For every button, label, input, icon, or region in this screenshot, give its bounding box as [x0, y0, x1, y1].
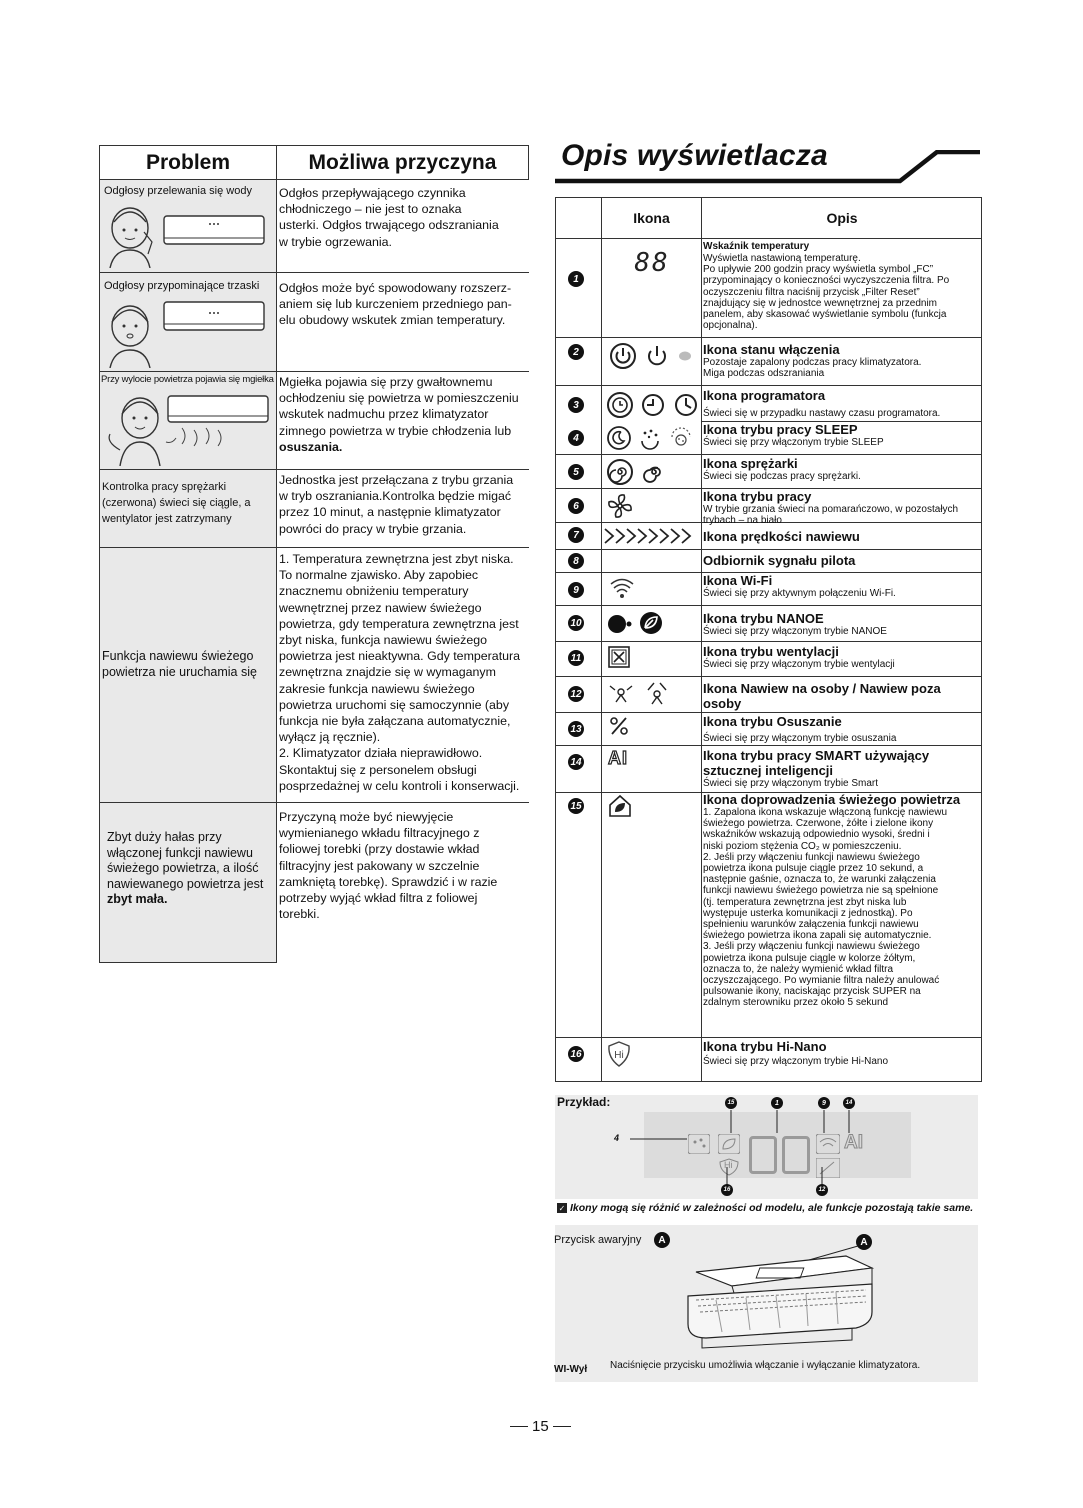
header-icon: Ikona: [633, 210, 670, 226]
description-line: oznacza to, że należy wymienić wkład filtra: [703, 963, 894, 975]
text-line: Odgłos może być spowodowany rozszerz-: [279, 281, 512, 295]
description-line: 1. Zapalona ikona wskazuje włączoną funkcję nawiewu: [703, 807, 948, 818]
text-line: Kontrolka pracy sprężarki: [102, 481, 227, 493]
description-line: Świeci się przy włączonym trybie Smart: [703, 778, 879, 789]
description-heading: Ikona programatora: [703, 388, 826, 403]
text-line: zimnego powietrza w trybie chłodzenia lub: [279, 423, 512, 438]
text-line: aniem się lub kurczeniem przedniego pan-: [279, 297, 512, 312]
description-line: 2. Jeśli przy włączeniu funkcji nawiewu świeżego: [703, 851, 920, 863]
airflow-person-icons: [608, 680, 704, 706]
text-line: Jednostka jest przełączana z trybu grzania: [279, 473, 514, 487]
description-cell: [703, 714, 981, 744]
text-line: funkcja nie była załączana automatycznie,: [279, 714, 511, 729]
fan-mode-icon: [606, 492, 634, 520]
text-line: powietrza jest nieaktywna. Gdy temperatura: [279, 649, 521, 664]
power-icon: [644, 343, 670, 369]
problem-label: [100, 830, 283, 908]
text-line: powietrza, gdy temperatura zewnętrzna jest: [279, 616, 519, 631]
description-line: Po upływie 200 godzin pracy wyświetla symbol „FC”: [703, 264, 934, 276]
problem-label: Odgłosy przelewania się wody: [104, 185, 252, 197]
description-line: funkcji nawiewu świeżego powietrza nie są spełnione: [703, 885, 939, 897]
row-number-badge: 13: [568, 721, 584, 737]
marker-12: 12: [816, 1184, 828, 1196]
wifi-icon-wrap: [608, 575, 704, 601]
text-line: zewnętrzna znajdzie się w wymaganym: [279, 665, 496, 680]
text-line: 2. Klimatyzator działa nieprawidłowo.: [279, 746, 483, 761]
ai-icon-example: AI: [844, 1132, 863, 1153]
text-line: Odgłos przepływającego czynnika: [279, 186, 466, 200]
description-line: powietrza ikona pulsuje ciągle w kolorze żółtym,: [703, 952, 916, 964]
marker-1: 1: [771, 1097, 783, 1109]
row-divider: [556, 385, 981, 386]
text-line: wyłącz ją ręcznie).: [279, 730, 381, 745]
row-number-badge: 6: [568, 498, 584, 514]
description-line: W trybie grzania świeci na pomarańczowo, w pozostałych: [703, 504, 959, 515]
row-divider: [556, 641, 981, 642]
marker-9: 9: [818, 1097, 830, 1109]
text-line: usterki. Odgłos trwającego odszraniania: [279, 218, 499, 233]
airflow-on-person-icon: [608, 680, 634, 706]
text-line: wentylator jest zatrzymany: [102, 513, 232, 525]
troubleshooting-table: [99, 145, 529, 963]
cause-text: [279, 273, 527, 329]
problem-label: Przy wylocie powietrza pojawia się mgiełka: [101, 374, 274, 385]
text-line: zakresie funkcja nawiewu świeżego: [279, 681, 475, 696]
text-line: świeżego powietrza, a ilość: [107, 861, 259, 875]
text-line: Skontaktuj się z personelem obsługi: [279, 762, 477, 777]
dash-right: [553, 1426, 571, 1427]
text-line: torebki.: [279, 907, 320, 922]
description-cell: [703, 1039, 981, 1067]
emergency-badge: A: [654, 1232, 670, 1248]
nanoe-dot-icon: [606, 610, 632, 636]
text-line: (czerwona) świeci się ciągle, a: [102, 497, 251, 509]
description-line: Świeci się przy włączonym trybie NANOE: [703, 626, 887, 637]
description-heading: Ikona Wi-Fi: [703, 573, 773, 588]
timer-circle-icon: [606, 391, 634, 419]
wifi-icon: [608, 575, 636, 601]
description-line: Świeci się przy aktywnym połączeniu Wi-Fi.: [703, 588, 896, 599]
timer-icons: [606, 391, 702, 419]
description-line: spełnieniu warunków załączenia funkcji nawiewu: [703, 919, 919, 931]
description-line: Świeci się przy włączonym trybie Hi-Nano: [703, 1056, 889, 1067]
compressor-spiral-circle-icon: [606, 458, 634, 486]
description-heading: Ikona sprężarki: [703, 456, 798, 471]
description-line: świeżego powietrza ikona zapali się automatycznie.: [703, 930, 932, 942]
fresh-air-icon-wrap: [608, 794, 704, 818]
description-cell: [703, 241, 981, 331]
example-pointers: [600, 1095, 978, 1199]
description-heading: Ikona Nawiew na osoby / Nawiew poza osoby: [703, 681, 941, 711]
row-divider: [556, 549, 981, 550]
description-line: Miga podczas odszraniania: [703, 368, 825, 380]
row-number-badge: 4: [568, 430, 584, 446]
indoor-unit-open-illustration: [676, 1240, 882, 1350]
ventilation-icon-wrap: [608, 646, 704, 668]
text-line: Przyczyną może być niewyjęcie: [279, 810, 454, 824]
description-heading: Ikona prędkości nawiewu: [703, 529, 860, 544]
description-line: świeżego powietrza. Czerwone, żółte i zielone ikony: [703, 818, 934, 830]
text-line: nawiewanego powietrza jest: [107, 876, 264, 891]
text-line: 1. Temperatura zewnętrzna jest zbyt niska.: [279, 552, 514, 566]
description-line: Wyświetla nastawioną temperaturę.: [703, 253, 861, 264]
description-heading: Ikona trybu pracy SLEEP: [703, 422, 858, 437]
temperature-digits-icon: [604, 248, 700, 278]
description-line: występuje usterka komunikacji z jednostką). Po: [703, 907, 913, 919]
cause-cell: [277, 470, 529, 547]
nanoe-icons: [606, 610, 702, 636]
text-line: zbyt niska, funkcja nawiewu świeżego: [279, 633, 487, 648]
row-number-badge: 14: [568, 754, 584, 770]
dry-percent-icon: [608, 715, 630, 737]
description-line: panelem, aby skasować wyświetlanie symbolu (funkcja: [703, 309, 947, 321]
row-number-badge: 3: [568, 397, 584, 413]
display-icon-table: [555, 197, 982, 1082]
row-divider: [556, 1037, 981, 1038]
column-divider: [701, 198, 702, 1081]
person-mist-illustration: [102, 390, 274, 466]
description-cell: [703, 388, 981, 419]
description-cell: [703, 342, 981, 379]
description-cell: [703, 644, 981, 670]
description-line: niski poziom stężenia CO₂ w pomieszczeniu.: [703, 840, 902, 852]
compressor-spiral-icon: [642, 460, 666, 484]
text-line: włączonej funkcji nawiewu: [107, 845, 253, 860]
hi-text: Hi: [614, 1050, 624, 1061]
description-line: znajdujący się w jednostce wewnętrznej za przednim: [703, 297, 938, 309]
description-cell: [703, 422, 981, 448]
text-line: w tryb oszraniania.Kontrolka będzie migać: [279, 489, 512, 504]
text-line: wewnętrznej przez nawiew świeżego: [279, 600, 482, 615]
description-heading: Ikona trybu Osuszanie: [703, 714, 842, 729]
row-divider: [556, 454, 981, 455]
description-line: Świeci się przy włączonym trybie osuszania: [703, 733, 897, 744]
problem-label: [100, 479, 278, 527]
on-off-label: WI-Wył: [554, 1364, 588, 1375]
row-divider: [556, 712, 981, 713]
ai-mode-icon-wrap: [608, 748, 704, 769]
text-line: w trybie ogrzewania.: [279, 234, 392, 249]
marker-16: 16: [721, 1184, 733, 1196]
page-number-text: 15: [532, 1418, 549, 1435]
text-line: foliowej torebki (przy dostawie wkład: [279, 842, 480, 857]
text-line: zamkniętą torebkę). Sprawdzić i w razie: [279, 874, 498, 889]
problem-label: [100, 648, 278, 680]
text-line: znacznemu obniżeniu temperatury: [279, 584, 469, 599]
fan-mode-icon-wrap: [606, 492, 702, 520]
description-heading: Odbiornik sygnału pilota: [703, 553, 856, 568]
marker-4: 4: [614, 1133, 620, 1143]
fresh-air-house-icon: [608, 794, 632, 818]
indicator-dot-icon: [676, 347, 694, 365]
person-water-noise-illustration: [104, 202, 272, 268]
description-line: trybach – na biało: [703, 515, 782, 527]
description-cell: [703, 748, 981, 789]
sleep-icons: [606, 425, 702, 451]
row-number-badge: 12: [568, 686, 584, 702]
power-circle-icon: [608, 341, 638, 371]
text-line: filtracyjny jest pakowany w szczelnie: [279, 858, 480, 873]
description-cell: [703, 573, 981, 599]
text-line: osuszania.: [279, 439, 343, 454]
page-number: [510, 1418, 571, 1435]
text-line: wymienianego wkładu filtracyjnego z: [279, 826, 480, 841]
row-number-badge: 2: [568, 344, 584, 360]
cause-text: [279, 372, 527, 455]
description-cell: [703, 529, 981, 544]
header-cause: Możliwa przyczyna: [277, 146, 528, 180]
description-heading: Ikona stanu włączenia: [703, 342, 840, 357]
example-label: Przykład:: [557, 1095, 611, 1109]
description-line: 3. Jeśli przy włączeniu funkcji nawiewu świeżego: [703, 941, 920, 953]
text-line: Zbyt duży hałas przy: [107, 830, 222, 844]
text-line: przez 10 minut, a następnie klimatyzator: [279, 505, 501, 520]
row-number-badge: 1: [568, 271, 584, 287]
marker-15: 15: [725, 1097, 737, 1109]
description-line: oczyszczeniu filtra naciśnij przycisk „Filter Reset”: [703, 286, 920, 298]
description-heading: Ikona trybu pracy SMART używający sztucznej inteligencji: [703, 748, 930, 778]
row-number-badge: 16: [568, 1046, 584, 1062]
text-line: powróci do pracy w trybie grzania.: [279, 521, 467, 536]
timer-on-icon: [639, 391, 667, 419]
description-line: zdalnym sterowniku przez około 5 sekund: [703, 997, 889, 1009]
cause-text: [279, 548, 527, 794]
ventilation-icon: [608, 646, 630, 668]
airflow-avoid-person-icon: [644, 680, 670, 706]
description-line: wskaźników wskazują odpowiednio wysoki, średni i: [703, 829, 930, 841]
description-heading: Ikona trybu NANOE: [703, 611, 824, 626]
cause-text: [279, 470, 527, 537]
note-check-icon: ✓: [558, 1203, 566, 1213]
row-number-badge: 7: [568, 527, 584, 543]
description-line: Świeci się przy włączonym trybie wentylacji: [703, 659, 895, 670]
emergency-caption: Naciśnięcie przycisku umożliwia włączanie i wyłączanie klimatyzatora.: [610, 1360, 921, 1371]
description-heading: Ikona trybu Hi-Nano: [703, 1039, 827, 1054]
description-cell: [703, 792, 981, 1009]
header-problem: Problem: [100, 146, 276, 180]
nanoe-leaf-icon: [638, 610, 664, 636]
description-heading: Wskaźnik temperatury: [703, 241, 810, 252]
description-line: (tj. temperatura zewnętrzna jest zbyt niska lub: [703, 896, 907, 908]
cause-cell: [277, 548, 529, 802]
description-cell: [703, 489, 981, 526]
description-line: oczyszczającego. Po wymianie filtra należy anulować: [703, 975, 940, 987]
fan-speed-chevrons-icon: [603, 526, 699, 546]
text-line: chłodniczego – nie jest to oznaka: [279, 202, 462, 217]
sleep-mode-icon: [668, 425, 694, 451]
timer-off-icon: [672, 391, 700, 419]
digits-glyph: 88: [634, 248, 670, 278]
text-line: powietrza nie uruchamia się: [102, 665, 257, 679]
person-crackling-illustration: [104, 296, 272, 368]
row-divider: [556, 676, 981, 677]
compressor-icons: [606, 458, 702, 486]
problem-label: Odgłosy przypominające trzaski: [104, 280, 260, 292]
description-line: pulsowanie ikony, naciskając przycisk SUPER na: [703, 986, 921, 998]
emergency-pointer-badge: A: [856, 1234, 872, 1250]
description-line: przypominający o konieczności wyczyszczenia filtra. Po: [703, 275, 950, 287]
row-divider: [556, 605, 981, 606]
row-number-badge: 10: [568, 615, 584, 631]
text-line: zbyt mała.: [107, 892, 168, 906]
row-number-badge: 5: [568, 464, 584, 480]
cause-text: [279, 803, 527, 922]
column-divider: [601, 198, 602, 1081]
row-number-badge: 9: [568, 582, 584, 598]
description-heading: Ikona doprowadzenia świeżego powietrza: [703, 792, 961, 807]
cause-cell: [277, 273, 529, 371]
text-line: elu obudowy wskutek zmian temperatury.: [279, 313, 506, 328]
description-line: powietrza ikona pulsuje ciągle przez 10 sekund, a: [703, 863, 924, 875]
text-line: wskutek nadmuchu przez klimatyzator: [279, 407, 489, 422]
description-cell: [703, 681, 981, 711]
row-number-badge: 15: [568, 798, 584, 814]
text-line: ochłodzeniu się powietrza w pomieszczeniu: [279, 391, 519, 406]
cause-text: [279, 180, 527, 250]
row-divider: [556, 745, 981, 746]
description-line: Świeci się podczas pracy sprężarki.: [703, 471, 861, 482]
description-line: opcjonalna).: [703, 320, 758, 332]
dash-left: [510, 1426, 528, 1427]
note-text: Ikony mogą się różnić w zależności od modelu, ale funkcje pozostają takie same.: [570, 1202, 974, 1214]
description-line: Świeci się przy włączonym trybie SLEEP: [703, 437, 884, 448]
description-line: Świeci się w przypadku nastawy czasu programatora.: [703, 408, 941, 419]
hi-text-example: Hi: [724, 1160, 733, 1170]
text-line: posprzedażnej w celu kontroli i konserwacji.: [279, 778, 520, 793]
dry-mode-icon-wrap: [608, 715, 704, 737]
cause-cell: [277, 803, 529, 963]
description-cell: [703, 608, 981, 637]
power-icons: [608, 341, 704, 371]
description-cell: [703, 456, 981, 482]
ai-icon: AI: [608, 748, 628, 768]
text-line: Mgiełka pojawia się przy gwałtownemu: [279, 375, 493, 389]
fan-speed-icon-wrap: [603, 526, 699, 546]
description-line: Pozostaje zapalony podczas pracy klimatyzatora.: [703, 357, 922, 368]
row-divider: [556, 238, 981, 239]
text-line: powietrza uruchomi się samoczynnie (aby: [279, 697, 510, 712]
description-heading: Ikona trybu wentylacji: [703, 644, 839, 659]
sleep-stars-icon: [637, 425, 663, 451]
title-swoosh: [555, 150, 980, 186]
description-heading: Ikona trybu pracy: [703, 489, 812, 504]
description-line: następnie gaśnie, oznacza to, że warunki załączenia: [703, 874, 936, 886]
description-cell: [703, 553, 981, 568]
hi-nano-shield-icon: [606, 1040, 632, 1068]
marker-14: 14: [843, 1097, 855, 1109]
sleep-moon-icon: [606, 425, 632, 451]
text-line: potrzeby wyjąć wkład filtra z foliowej: [279, 891, 478, 906]
text-line: To normalne zjawisko. Aby zapobiec: [279, 568, 479, 583]
row-divider: [556, 337, 981, 338]
header-description: Opis: [826, 210, 858, 226]
cause-cell: [277, 372, 529, 469]
cause-cell: [277, 180, 529, 272]
page-title: Opis wyświetlacza: [561, 139, 828, 172]
text-line: Funkcja nawiewu świeżego: [102, 649, 254, 663]
row-number-badge: 11: [568, 650, 584, 666]
emergency-label: Przycisk awaryjny: [554, 1234, 642, 1246]
row-number-badge: 8: [568, 553, 584, 569]
hi-nano-icon-wrap: [606, 1040, 702, 1068]
